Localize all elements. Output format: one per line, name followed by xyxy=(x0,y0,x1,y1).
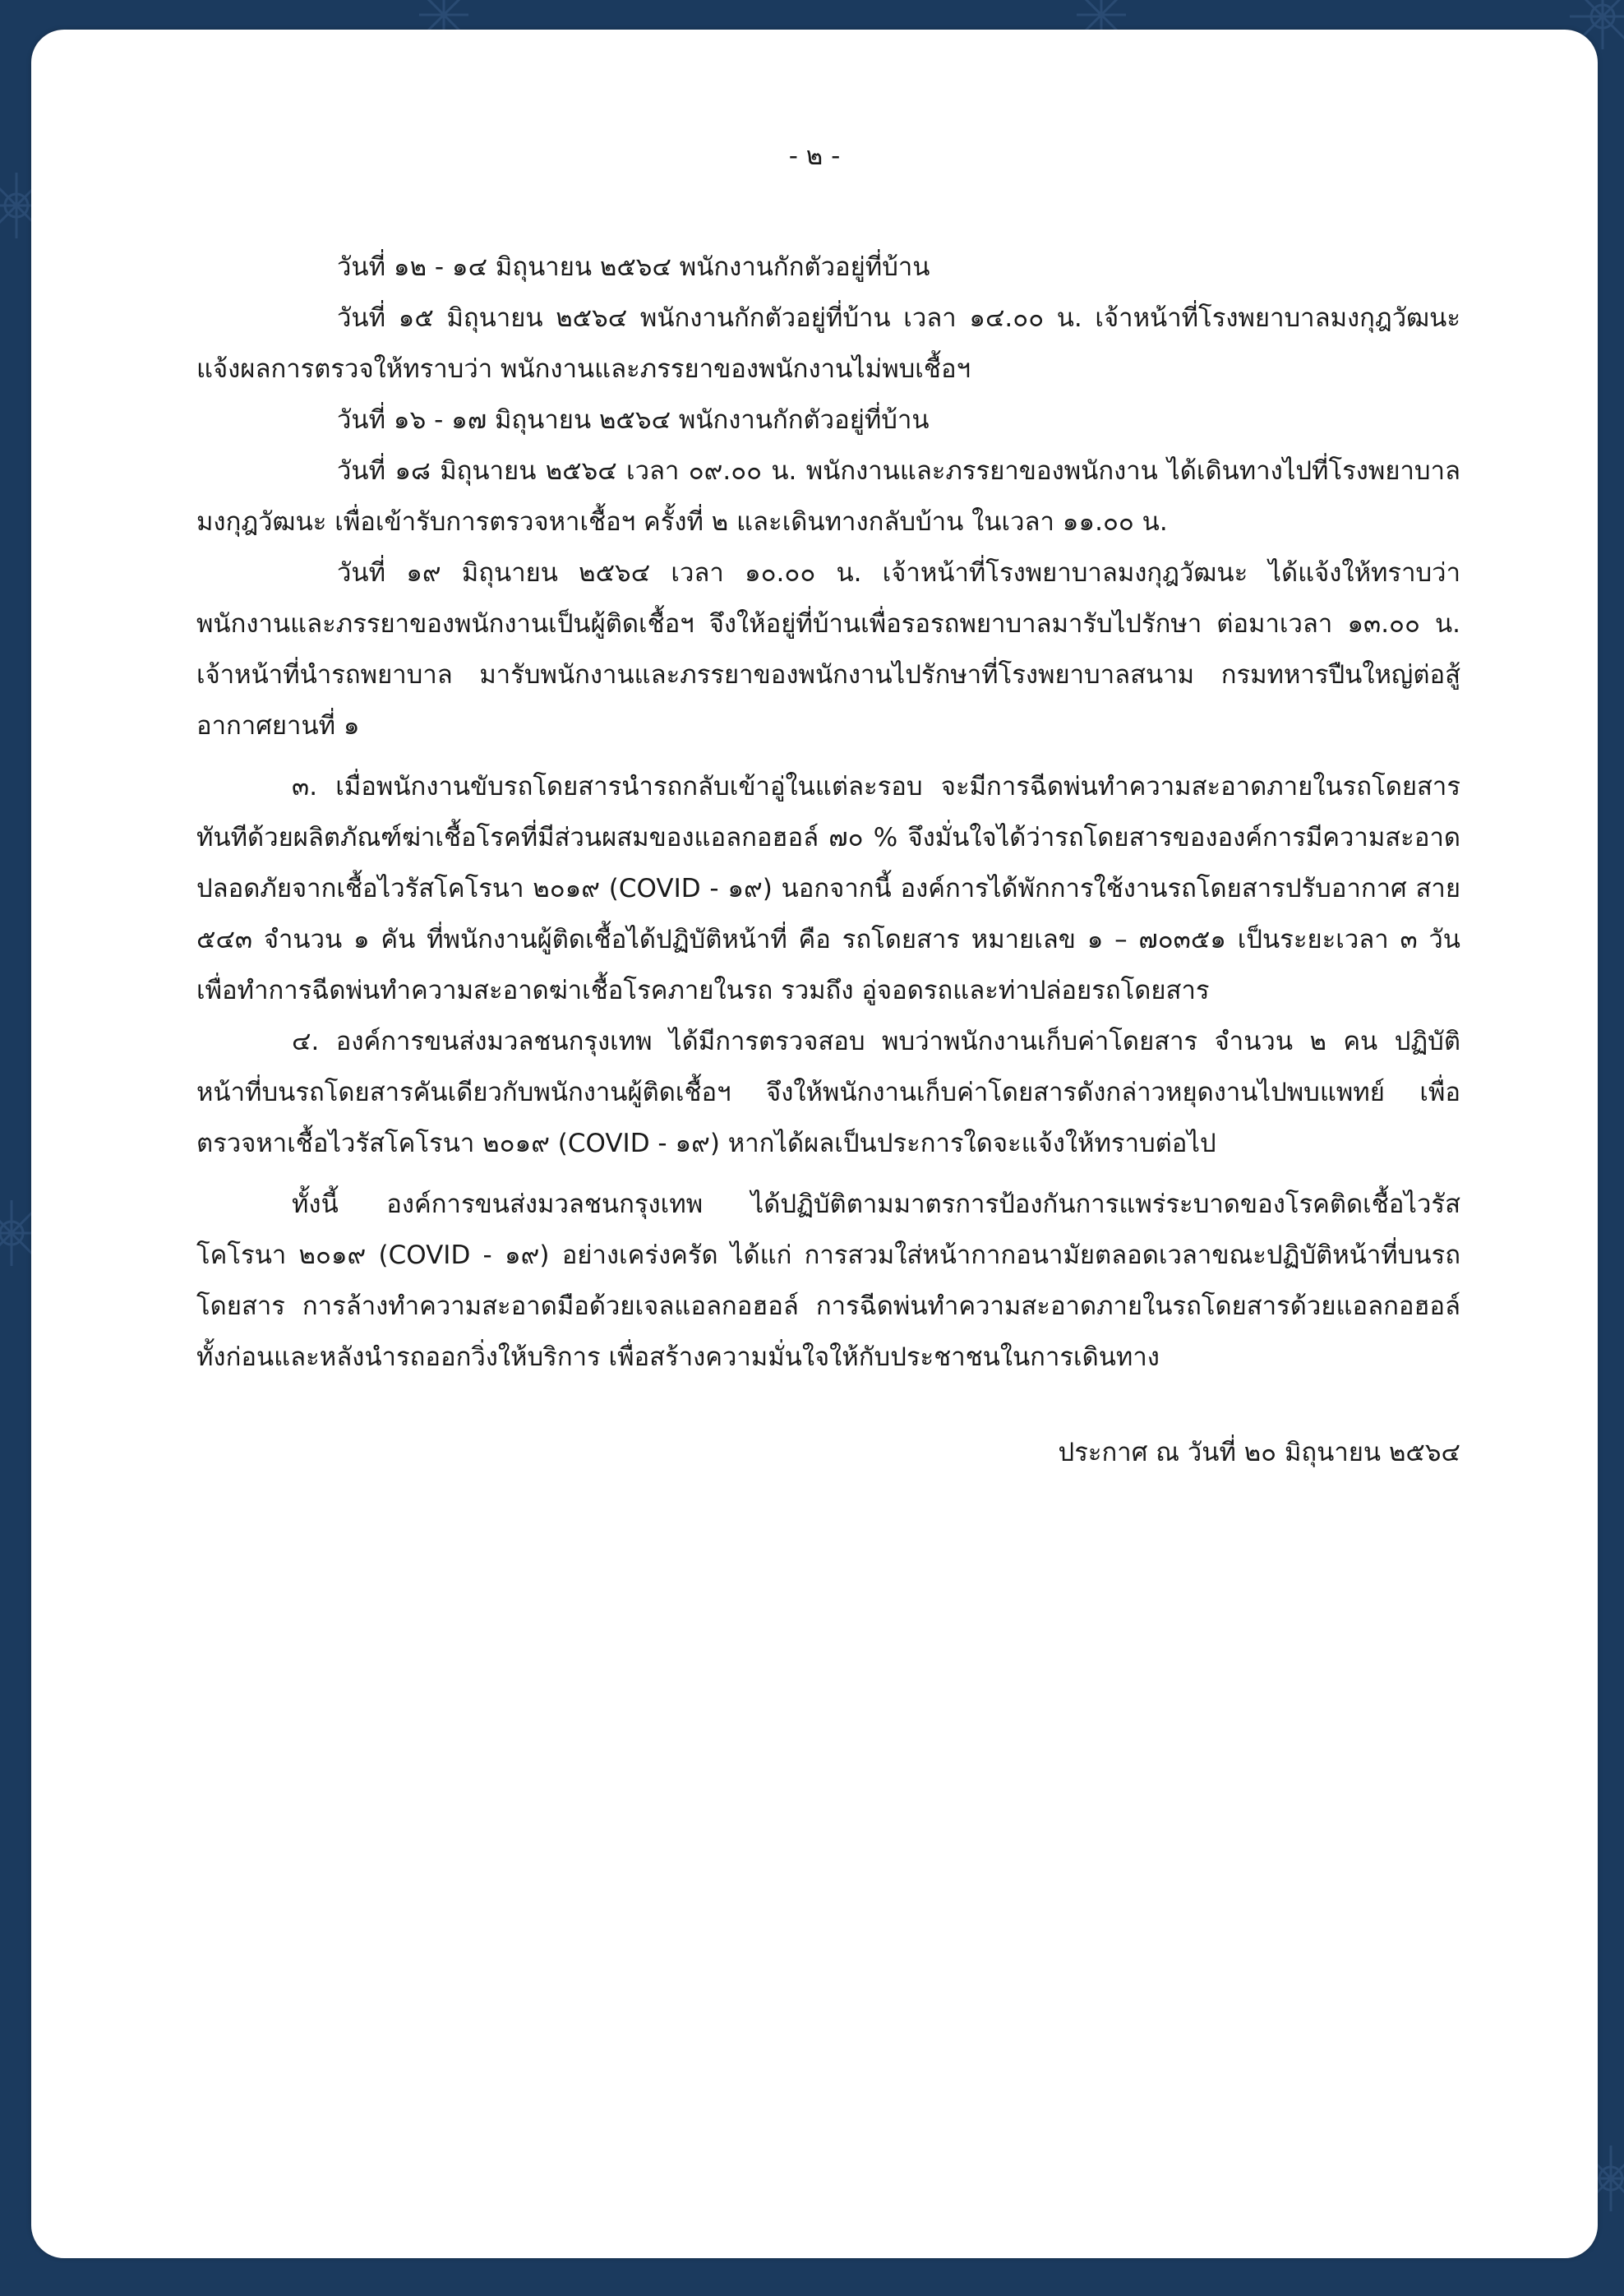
paragraph-june-18: วันที่ ๑๘ มิถุนายน ๒๕๖๔ เวลา ๐๙.๐๐ น. พนักงานและภรรยาของพนักงาน ได้เดินทางไปที่โรงพยาบาลมงกุฎวัฒนะ เพื่อเข้ารับการตรวจหาเชื้อฯ ครั้งที่ ๒ และเดินทางกลับบ้าน ในเวลา ๑๑.๐๐ น. xyxy=(196,456,1460,537)
paragraph-item-4: ๔. องค์การขนส่งมวลชนกรุงเทพ ได้มีการตรวจสอบ พบว่าพนักงานเก็บค่าโดยสาร จำนวน ๒ คน ปฏิบัติหน้าที่บนรถโดยสารคันเดียวกับพนักงานผู้ติดเชื้อฯ จึงให้พนักงานเก็บค่าโดยสารดังกล่าวหยุดงานไปพบแพทย์ เพื่อตรวจหาเชื้อไวรัสโคโรนา ๒๐๑๙ (COVID - ๑๙) หากได้ผลเป็นประการใดจะแจ้งให้ทราบต่อไป xyxy=(196,1027,1460,1158)
document-page xyxy=(31,30,1598,2258)
paragraph-june-16-17: วันที่ ๑๖ - ๑๗ มิถุนายน ๒๕๖๔ พนักงานกักตัวอยู่ที่บ้าน xyxy=(337,405,930,435)
paragraph-june-19: วันที่ ๑๙ มิถุนายน ๒๕๖๔ เวลา ๑๐.๐๐ น. เจ้าหน้าที่โรงพยาบาลมงกุฎวัฒนะ ได้แจ้งให้ทราบว่า พนักงานและภรรยาของพนักงานเป็นผู้ติดเชื้อฯ จึงให้อยู่ที่บ้านเพื่อรอรถพยาบาลมารับไปรักษา ต่อมาเวลา ๑๓.๐๐ น. เจ้าหน้าที่นำรถพยาบาล มารับพนักงานและภรรยาของพนักงานไปรักษาที่โรงพยาบาลสนาม กรมทหารปืนใหญ่ต่อสู้อากาศยานที่ ๑ xyxy=(196,558,1460,741)
paragraph-item-3: ๓. เมื่อพนักงานขับรถโดยสารนำรถกลับเข้าอู่ในแต่ละรอบ จะมีการฉีดพ่นทำความสะอาดภายในรถโดยสารทันทีด้วยผลิตภัณฑ์ฆ่าเชื้อโรคที่มีส่วนผสมของแอลกอฮอล์ ๗๐ % จึงมั่นใจได้ว่ารถโดยสารขององค์การมีความสะอาด ปลอดภัยจากเชื้อไวรัสโคโรนา ๒๐๑๙ (COVID - ๑๙) นอกจากนี้ องค์การได้พักการใช้งานรถโดยสารปรับอากาศ สาย ๕๔๓ จำนวน ๑ คัน ที่พนักงานผู้ติดเชื้อได้ปฏิบัติหน้าที่ คือ รถโดยสาร หมายเลข ๑ – ๗๐๓๕๑ เป็นระยะเวลา ๓ วัน เพื่อทำการฉีดพ่นทำความสะอาดฆ่าเชื้อโรคภายในรถ รวมถึง อู่จอดรถและท่าปล่อยรถโดยสาร xyxy=(196,772,1460,1005)
paragraph-measures: ทั้งนี้ องค์การขนส่งมวลชนกรุงเทพ ได้ปฏิบัติตามมาตรการป้องกันการแพร่ระบาดของโรคติดเชื้อไวรัสโคโรนา ๒๐๑๙ (COVID - ๑๙) อย่างเคร่งครัด ได้แก่ การสวมใส่หน้ากากอนามัยตลอดเวลาขณะปฏิบัติหน้าที่บนรถโดยสาร การล้างทำความสะอาดมือด้วยเจลแอลกอฮอล์ การฉีดพ่นทำความสะอาดภายในรถโดยสารด้วยแอลกอฮอล์ ทั้งก่อนและหลังนำรถออกวิ่งให้บริการ เพื่อสร้างความมั่นใจให้กับประชาชนในการเดินทาง xyxy=(196,1190,1460,1372)
page-number: - ๒ - xyxy=(788,141,841,171)
paragraph-june-12-14: วันที่ ๑๒ - ๑๔ มิถุนายน ๒๕๖๔ พนักงานกักตัวอยู่ที่บ้าน xyxy=(337,252,930,282)
paragraph-june-15: วันที่ ๑๕ มิถุนายน ๒๕๖๔ พนักงานกักตัวอยู่ที่บ้าน เวลา ๑๔.๐๐ น. เจ้าหน้าที่โรงพยาบาลมงกุฎวัฒนะ แจ้งผลการตรวจให้ทราบว่า พนักงานและภรรยาของพนักงานไม่พบเชื้อฯ xyxy=(196,303,1460,384)
document-body xyxy=(196,242,1460,1478)
announcement-date: ประกาศ ณ วันที่ ๒๐ มิถุนายน ๒๕๖๔ xyxy=(1058,1438,1460,1467)
